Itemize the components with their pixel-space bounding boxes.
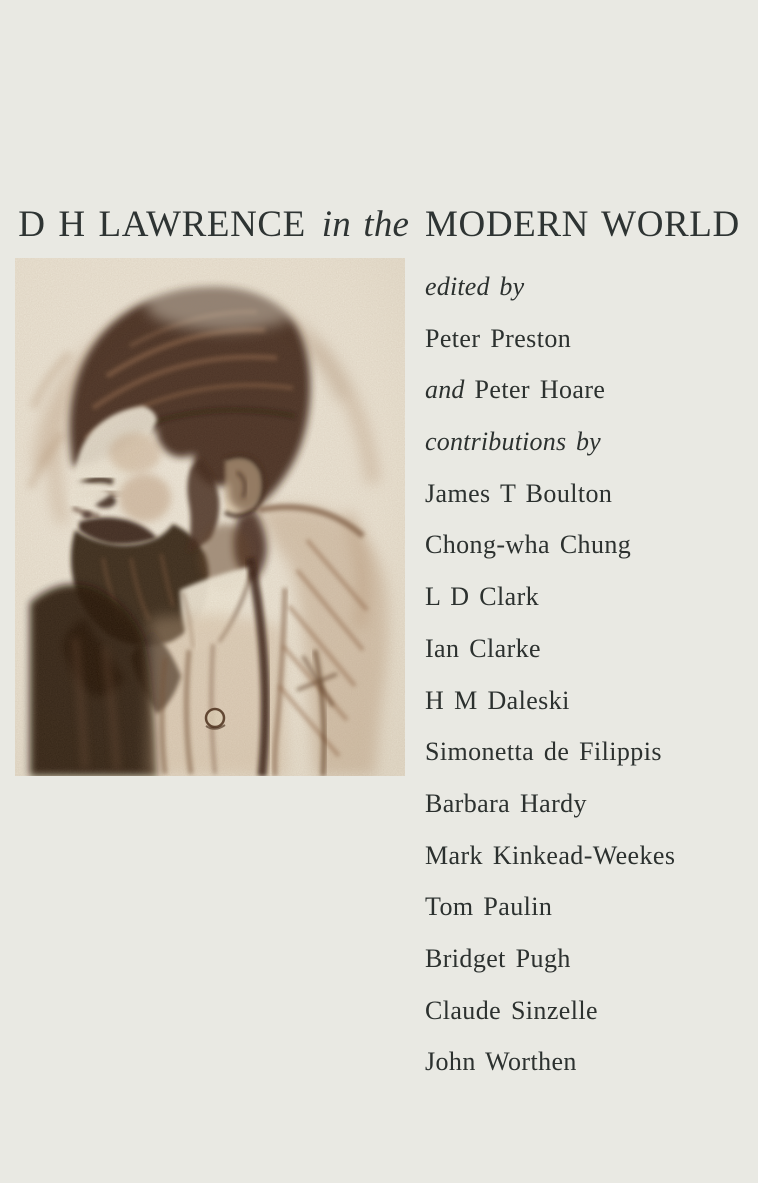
editors-line-2 — [425, 373, 675, 425]
title-part-1: D H LAWRENCE — [18, 204, 306, 245]
portrait-sketch-drawing — [15, 258, 405, 776]
contributor-name: Mark Kinkead-Weekes — [425, 840, 676, 870]
contributions-by-label: contributions by — [425, 427, 601, 457]
editor-name-2: Peter Hoare — [474, 375, 606, 405]
contributor-name: Bridget Pugh — [425, 943, 571, 973]
book-title — [0, 205, 758, 246]
contributor-name: L D Clark — [425, 582, 540, 612]
contributor-name: H M Daleski — [425, 685, 570, 715]
and-word: and — [425, 375, 465, 405]
contributor-name: Tom Paulin — [425, 892, 553, 922]
contributor-name: Ian Clarke — [425, 633, 542, 663]
edited-by-label: edited by — [425, 272, 525, 301]
contributor-name: John Worthen — [425, 1047, 577, 1077]
credits-column — [425, 270, 675, 1097]
title-part-3: MODERN WORLD — [425, 204, 740, 245]
contributor-name: Chong-wha Chung — [425, 530, 632, 560]
contributor-name: Claude Sinzelle — [425, 995, 598, 1025]
title-part-2-italic: in the — [321, 204, 410, 245]
contributor-name: Simonetta de Filippis — [425, 737, 662, 767]
contributor-name: Barbara Hardy — [425, 788, 587, 818]
dh-lawrence-portrait-sketch — [15, 258, 405, 776]
editor-name-1: Peter Preston — [425, 323, 572, 353]
contributor-name: James T Boulton — [425, 478, 613, 508]
